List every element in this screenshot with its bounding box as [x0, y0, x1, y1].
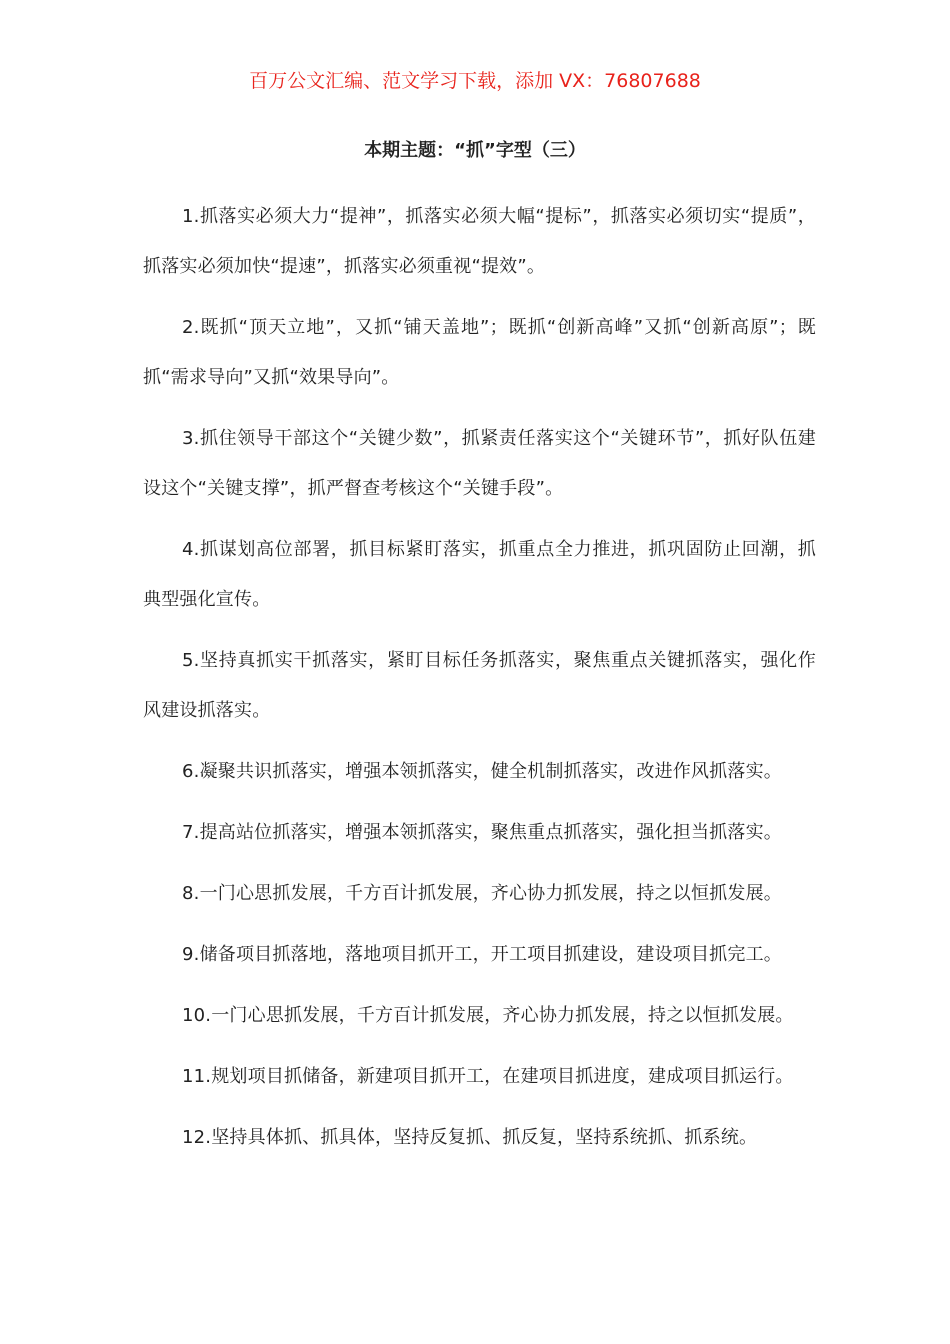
list-item: 2.既抓“顶天立地”，又抓“铺天盖地”；既抓“创新高峰”又抓“创新高原”；既抓“需求导向”又抓“效果导向”。 [143, 317, 816, 388]
list-item: 6.凝聚共识抓落实，增强本领抓落实，健全机制抓落实，改进作风抓落实。 [182, 761, 782, 782]
document-body [143, 192, 816, 1174]
list-item: 4.抓谋划高位部署，抓目标紧盯落实，抓重点全力推进，抓巩固防止回潮，抓典型强化宣传。 [143, 539, 816, 610]
list-item: 7.提高站位抓落实，增强本领抓落实，聚焦重点抓落实，强化担当抓落实。 [182, 822, 782, 843]
page-title: 本期主题：“抓”字型（三） [364, 140, 586, 161]
list-item: 8.一门心思抓发展，千方百计抓发展，齐心协力抓发展，持之以恒抓发展。 [182, 883, 782, 904]
list-item: 5.坚持真抓实干抓落实，紧盯目标任务抓落实，聚焦重点关键抓落实，强化作风建设抓落实。 [143, 650, 816, 721]
list-item: 3.抓住领导干部这个“关键少数”，抓紧责任落实这个“关键环节”，抓好队伍建设这个“关键支撑”，抓严督查考核这个“关键手段”。 [143, 428, 816, 499]
list-item: 10.一门心思抓发展，千方百计抓发展，齐心协力抓发展，持之以恒抓发展。 [182, 1005, 794, 1026]
promo-header: 百万公文汇编、范文学习下载，添加 VX：76807688 [249, 70, 701, 92]
list-item: 1.抓落实必须大力“提神”，抓落实必须大幅“提标”，抓落实必须切实“提质”，抓落实必须加快“提速”，抓落实必须重视“提效”。 [143, 206, 816, 277]
list-item: 9.储备项目抓落地，落地项目抓开工，开工项目抓建设，建设项目抓完工。 [182, 944, 782, 965]
list-item: 11.规划项目抓储备，新建项目抓开工，在建项目抓进度，建成项目抓运行。 [182, 1066, 794, 1087]
list-item: 12.坚持具体抓、抓具体，坚持反复抓、抓反复，坚持系统抓、抓系统。 [182, 1127, 758, 1148]
